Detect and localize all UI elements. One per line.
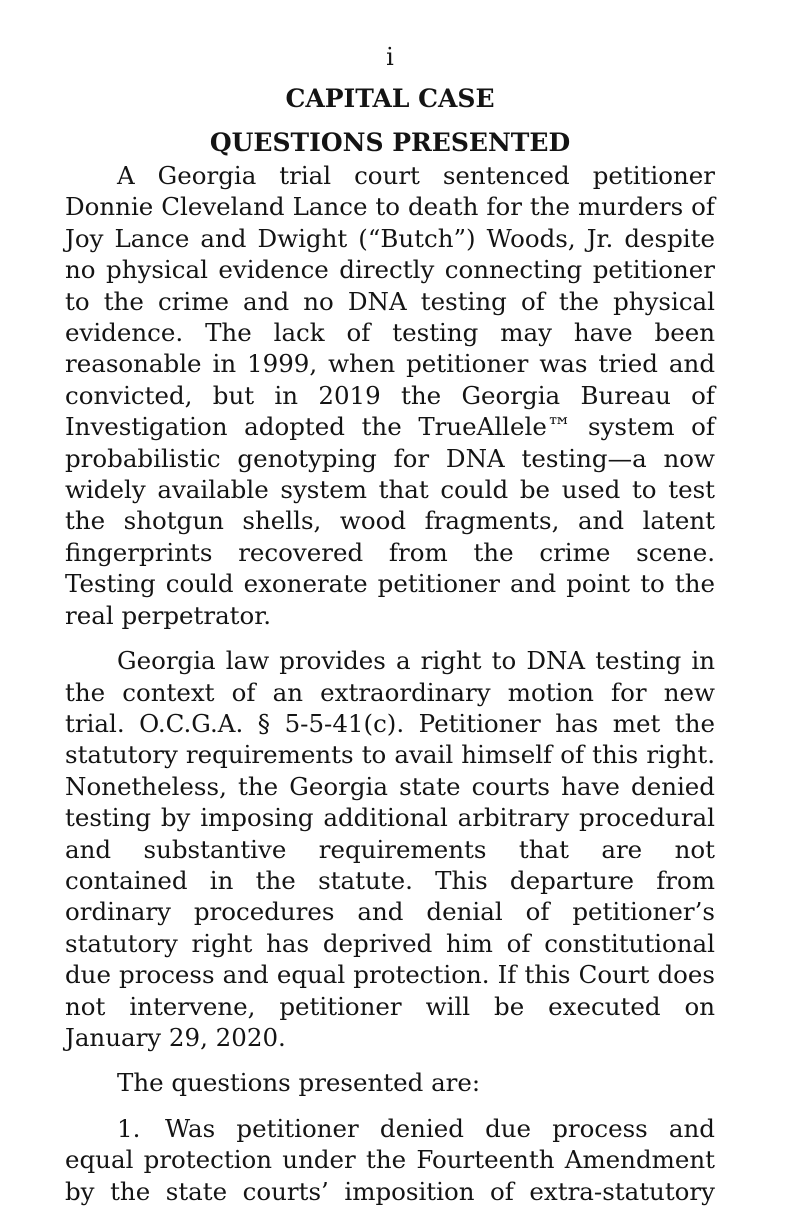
paragraph-questions-intro: The questions presented are: — [117, 1068, 481, 1098]
paragraph-legal-argument: Georgia law provides a right to DNA testing in the context of an extraordinary motion for new trial. O.C.G.A. § 5-5-41(c). Petitioner has met the statutory requirements to avail himself of this right. Nonetheless, the Georgia state courts have denied testing by imposing additional arbitrary procedural and substantive requirements that are not contained in the statute. This departure from ordinary procedures and denial of petitioner’s statutory right has deprived him of constitutional due process and equal protection. If this Court does not intervene, petitioner will be executed on January 29, 2020. — [65, 646, 715, 1052]
page-number: i — [386, 43, 394, 71]
paragraph-background: A Georgia trial court sentenced petitioner Donnie Cleveland Lance to death for the murders of Joy Lance and Dwight (“Butch”) Woods, Jr. despite no physical evidence directly connecting petitioner to the crime and no DNA testing of the physical evidence. The lack of testing may have been reasonable in 1999, when petitioner was tried and convicted, but in 2019 the Georgia Bureau of Investigation adopted the TrueAllele™ system of probabilistic genotyping for DNA testing—a now widely available system that could be used to test the shotgun shells, wood fragments, and latent fingerprints recovered from the crime scene. Testing could exonerate petitioner and point to the real perpetrator. — [65, 161, 715, 630]
question-number: 1. — [117, 1113, 141, 1143]
question-text: Was petitioner denied due process and equal protection under the Fourteenth Amendment by the state courts’ imposition of extra-statutory — [65, 1113, 715, 1206]
document-page — [65, 40, 715, 1207]
case-type-heading: CAPITAL CASE — [285, 84, 495, 113]
section-title: QUESTIONS PRESENTED — [209, 128, 571, 157]
question-item — [65, 1113, 715, 1207]
